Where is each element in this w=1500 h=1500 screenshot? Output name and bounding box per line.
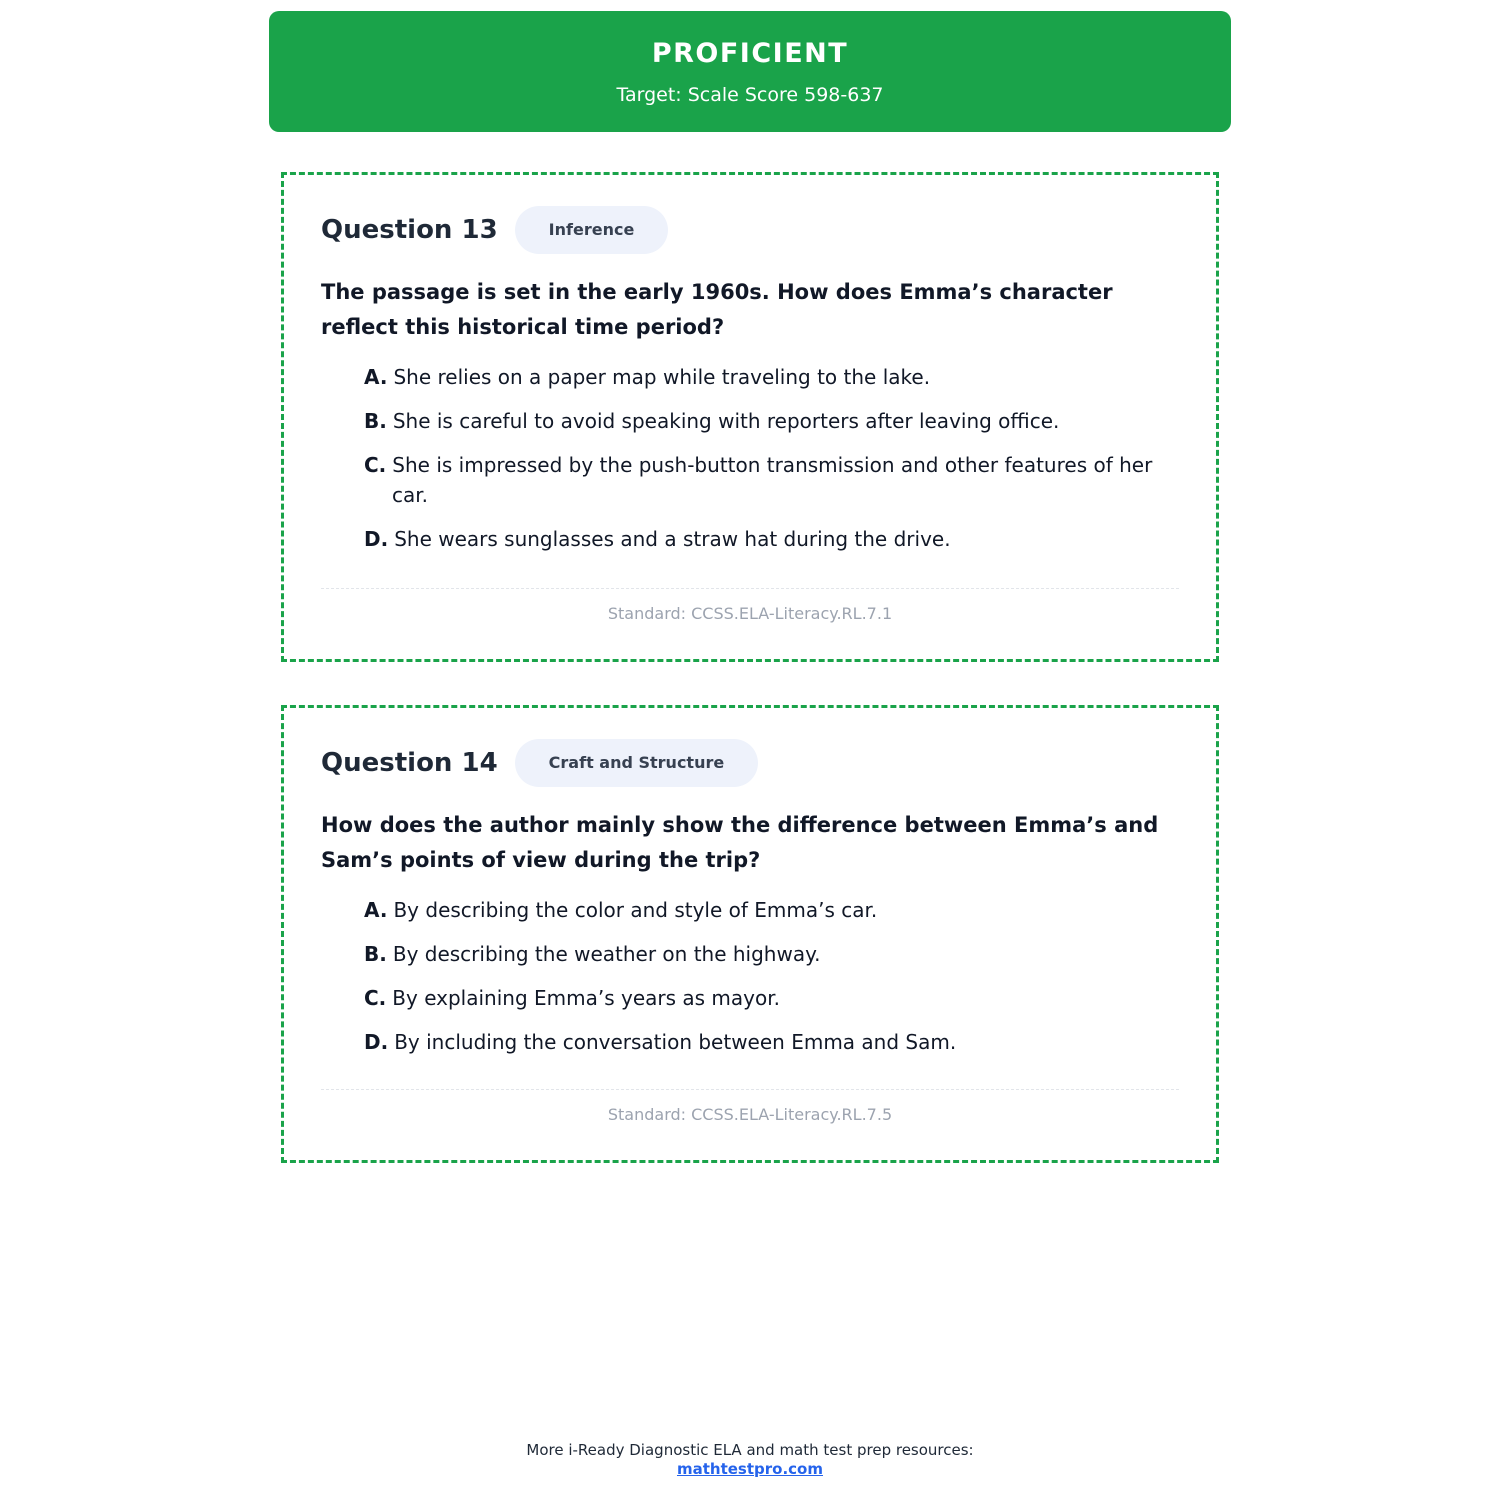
choice-text: By explaining Emma’s years as mayor. (392, 986, 780, 1010)
answer-choices (321, 362, 1181, 554)
answer-choice-c[interactable] (364, 983, 1181, 1013)
choice-text: She wears sunglasses and a straw hat during the drive. (394, 527, 951, 551)
answer-choice-c[interactable] (364, 450, 1181, 510)
footer (0, 1441, 1500, 1479)
answer-choice-d[interactable] (364, 524, 1181, 554)
choice-letter: A. (364, 365, 388, 389)
banner-title: PROFICIENT (651, 38, 849, 69)
standard-label: Standard: CCSS.ELA-Literacy.RL.7.5 (321, 1089, 1179, 1124)
answer-choice-b[interactable] (364, 406, 1181, 436)
choice-text: By describing the weather on the highway. (392, 942, 821, 966)
choice-text: She is impressed by the push-button transmission and other features of her car. (392, 453, 1153, 507)
choice-text: By describing the color and style of Emma’s car. (393, 898, 878, 922)
banner-subtitle: Target: Scale Score 598-637 (616, 84, 884, 106)
choice-letter: A. (364, 898, 388, 922)
question-card (281, 705, 1219, 1163)
question-text: The passage is set in the early 1960s. How does Emma’s character reflect this historical time period? (321, 280, 1113, 339)
answer-choice-d[interactable] (364, 1027, 1181, 1057)
choice-letter: B. (364, 942, 387, 966)
question-number: Question 14 (321, 748, 498, 778)
question-text: How does the author mainly show the difference between Emma’s and Sam’s points of view during the trip? (321, 813, 1159, 872)
level-banner (269, 11, 1231, 132)
question-card (281, 172, 1219, 662)
choice-text: She relies on a paper map while traveling to the lake. (393, 365, 931, 389)
choice-text: She is careful to avoid speaking with reporters after leaving office. (392, 409, 1060, 433)
answer-choice-a[interactable] (364, 362, 1181, 392)
choice-text: By including the conversation between Emma and Sam. (394, 1030, 957, 1054)
footer-link[interactable]: mathtestpro.com (676, 1460, 823, 1478)
question-header (321, 738, 1179, 788)
choice-letter: C. (364, 453, 387, 477)
choice-letter: D. (364, 527, 389, 551)
answer-choices (321, 895, 1181, 1057)
skill-tag: Craft and Structure (515, 739, 759, 787)
answer-choice-b[interactable] (364, 939, 1181, 969)
question-number: Question 13 (321, 215, 498, 245)
choice-letter: B. (364, 409, 387, 433)
answer-choice-a[interactable] (364, 895, 1181, 925)
standard-label: Standard: CCSS.ELA-Literacy.RL.7.1 (321, 588, 1179, 623)
skill-tag: Inference (515, 206, 669, 254)
choice-letter: D. (364, 1030, 389, 1054)
choice-letter: C. (364, 986, 387, 1010)
question-header (321, 205, 1179, 255)
footer-text: More i-Ready Diagnostic ELA and math test prep resources: (526, 1441, 974, 1459)
